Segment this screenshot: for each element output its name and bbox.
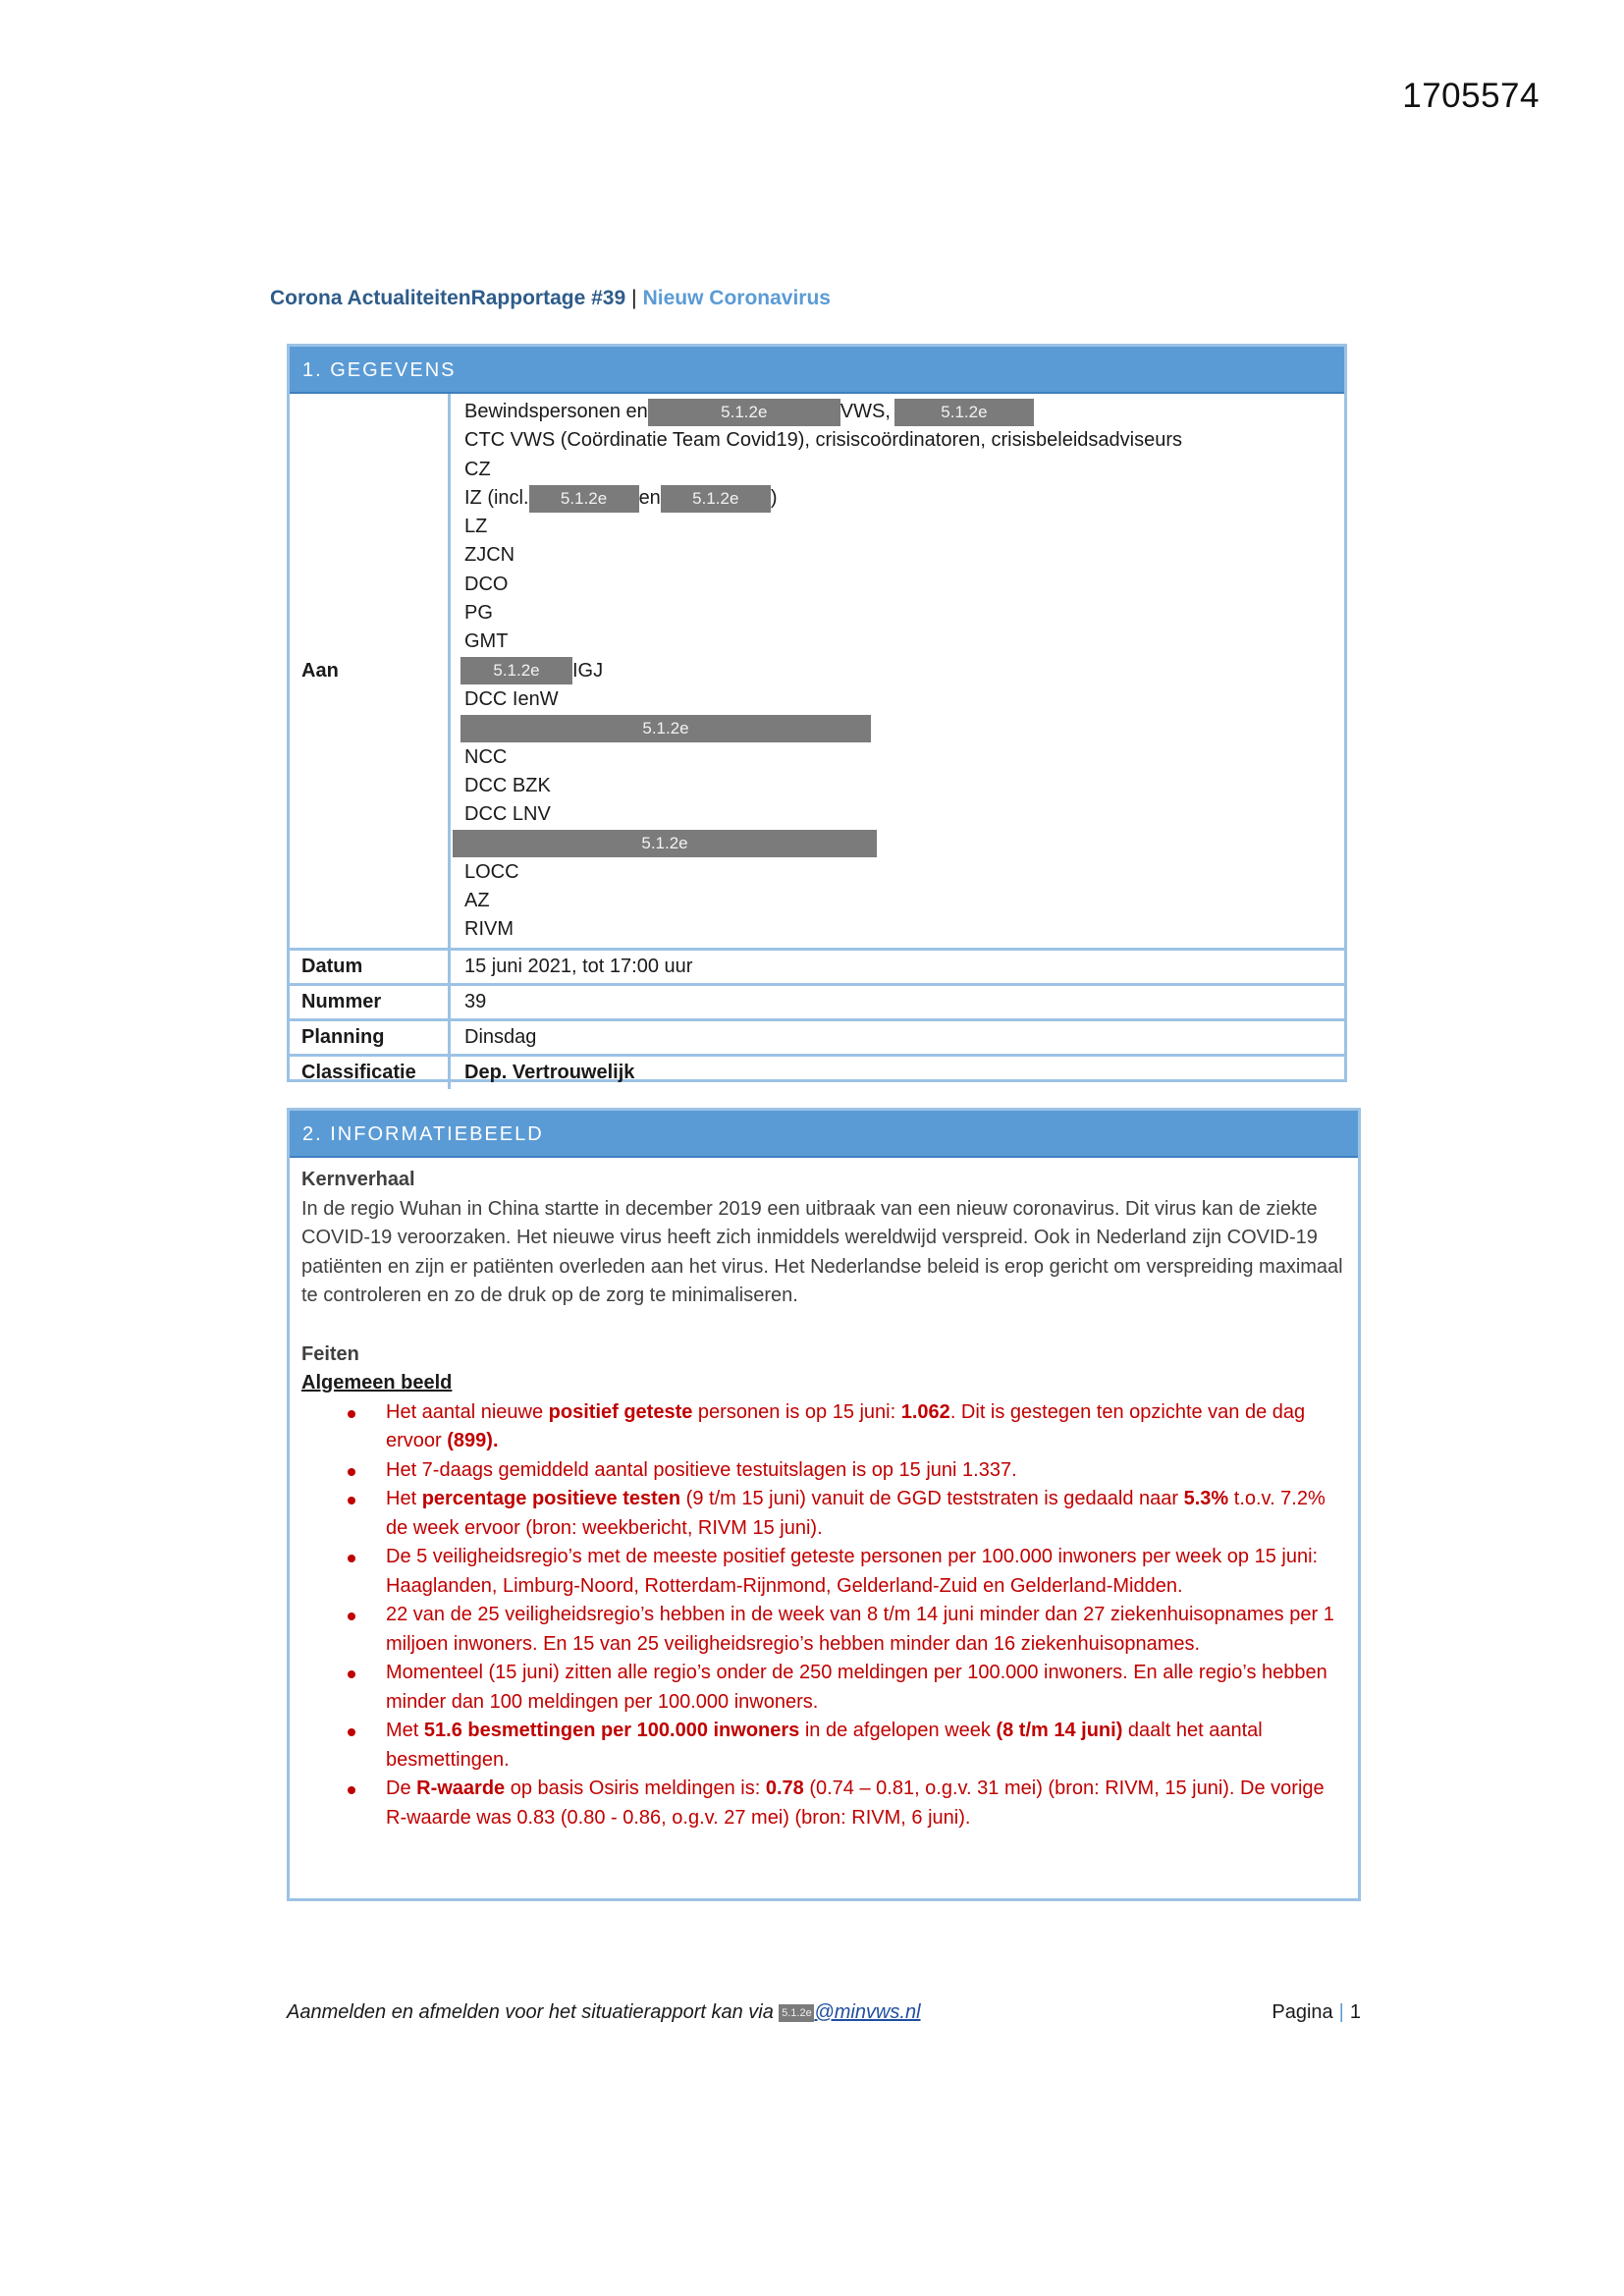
planning-label: Planning (290, 1021, 451, 1054)
page-indicator (1272, 2001, 1361, 2024)
redaction-box: 5.1.2e (661, 485, 771, 513)
fact-item: De R-waarde op basis Osiris meldingen is: 0.78 (0.74 – 0.81, o.g.v. 31 mei) (bron: RIVM, 15 juni). De vorige R-waarde was 0.83 (0.80 - 0.86, o.g.v. 27 mei) (bron: RIVM, 6 juni). (301, 1775, 1346, 1832)
datum-row (290, 951, 1344, 986)
recipient-row: LZ (464, 516, 488, 538)
kernverhaal (301, 1195, 1346, 1311)
classificatie-row (290, 1057, 1344, 1089)
informatiebeeld-body (290, 1158, 1358, 1832)
recipient-row (464, 829, 1182, 857)
recipient-row: RIVM (464, 918, 514, 941)
nummer-row (290, 986, 1344, 1021)
fact-item: Momenteel (15 juni) zitten alle regio’s onder de 250 meldingen per 100.000 inwoners. En alle regio’s hebben minder dan 100 meldingen per 100.000 inwoners. (301, 1659, 1346, 1717)
recipient-row: GMT (464, 630, 509, 653)
document-id: 1705574 (1402, 77, 1540, 115)
recipient-row: PG (464, 602, 493, 625)
fact-item: Met 51.6 besmettingen per 100.000 inwoners in de afgelopen week (8 t/m 14 juni) daalt het aantal besmettingen. (301, 1717, 1346, 1775)
report-subtitle: Nieuw Coronavirus (642, 287, 831, 309)
redaction-box: 5.1.2e (453, 830, 877, 857)
classificatie-value: Dep. Vertrouwelijk (464, 1062, 635, 1083)
nummer-value: 39 (464, 991, 487, 1012)
recipient-row: CZ (464, 458, 491, 480)
report-header (270, 287, 831, 310)
algemeen-beeld-label: Algemeen beeld (301, 1372, 453, 1394)
fact-item: Het 7-daags gemiddeld aantal positieve testuitslagen is op 15 juni 1.337. (301, 1456, 1346, 1486)
recipient-row: DCC IenW (464, 687, 559, 710)
recipient-row: CTC VWS (Coördinatie Team Covid19), crisiscoördinatoren, crisisbeleidsadviseurs (464, 429, 1183, 452)
subscribe-email-link[interactable]: @minvws.nl (814, 2001, 921, 2023)
fact-item: 22 van de 25 veiligheidsregio’s hebben in de week van 8 t/m 14 juni minder dan 27 ziekenhuisopnames per 1 miljoen inwoners. En 15 van 25 veiligheidsregio’s hebben minder dan 16 ziekenhuisopnames. (301, 1601, 1346, 1659)
feiten-label: Feiten (301, 1342, 359, 1365)
recipient-text: en (638, 486, 661, 509)
classificatie-label: Classificatie (290, 1057, 451, 1089)
page-label: Pagina (1272, 2001, 1333, 2023)
report-title: Corona ActualiteitenRapportage #39 (270, 287, 626, 309)
planning-value: Dinsdag (464, 1026, 537, 1048)
recipient-row: AZ (464, 890, 490, 912)
fact-item: De 5 veiligheidsregio’s met de meeste positief geteste personen per 100.000 inwoners per week op 15 juni: Haaglanden, Limburg-Noord, Rotterdam-Rijnmond, Gelderland-Zuid en Gelderland-Midden. (301, 1543, 1346, 1601)
recipient-row: LOCC (464, 860, 519, 883)
kernverhaal-label: Kernverhaal (301, 1169, 415, 1190)
nummer-label: Nummer (290, 986, 451, 1018)
recipient-row: ZJCN (464, 544, 515, 567)
recipient-text: Bewindspersonen en (464, 401, 648, 422)
footer-text: Aanmelden en afmelden voor het situatierapport kan via (287, 2001, 780, 2023)
recipient-text: IGJ (572, 659, 604, 682)
recipient-row (464, 657, 1182, 685)
recipient-row (464, 398, 1182, 426)
redaction-box: 5.1.2e (460, 715, 871, 742)
informatiebeeld-heading: 2. INFORMATIEBEELD (290, 1111, 1358, 1158)
informatiebeeld-box (287, 1108, 1361, 1901)
aan-block (290, 394, 1344, 951)
page-footer (287, 2001, 1361, 2024)
aan-label: Aan (290, 394, 451, 948)
datum-label: Datum (290, 951, 451, 983)
fact-item: Het percentage positieve testen (9 t/m 15 juni) vanuit de GGD teststraten is gedaald naar 5.3% t.o.v. 7.2% de week ervoor (bron: weekbericht, RIVM 15 juni). (301, 1485, 1346, 1543)
recipient-row (464, 714, 1182, 742)
recipient-row: NCC (464, 745, 508, 768)
recipient-row (464, 484, 1182, 513)
redaction-box: 5.1.2e (648, 399, 840, 426)
redaction-box: 5.1.2e (529, 485, 639, 513)
recipient-list (451, 394, 1182, 948)
header-separator: | (631, 287, 637, 309)
datum-value: 15 juni 2021, tot 17:00 uur (464, 956, 693, 977)
gegevens-heading: 1. GEGEVENS (290, 347, 1344, 394)
fact-item: Het aantal nieuwe positief geteste personen is op 15 juni: 1.062. Dit is gestegen ten opzichte van de dag ervoor (899). (301, 1398, 1346, 1456)
redaction-box: 5.1.2e (779, 2004, 814, 2022)
redaction-box: 5.1.2e (460, 657, 572, 684)
page-number: 1 (1349, 2001, 1361, 2023)
footer-subscribe (287, 2001, 921, 2024)
recipient-text: ) (770, 486, 778, 509)
recipient-text: IZ (incl. (464, 486, 529, 509)
planning-row (290, 1021, 1344, 1057)
facts-list (301, 1398, 1346, 1833)
page-separator: | (1338, 2001, 1344, 2023)
redaction-box: 5.1.2e (894, 399, 1034, 426)
recipient-text: VWS, (839, 401, 891, 422)
kernverhaal-text: In de regio Wuhan in China startte in december 2019 een uitbraak van een nieuw coronavirus. Dit virus kan de ziekte COVID-19 veroorzaken. Het nieuwe virus heeft zich inmiddels wereldwijd verspreid. Ook in Nederland zijn COVID-19 patiënten en zijn er patiënten overleden aan het virus. Het Nederlandse beleid is erop gericht om verspreiding maximaal te controleren en zo de druk op de zorg te minimaliseren. (301, 1197, 1343, 1306)
gegevens-table (287, 344, 1347, 1082)
recipient-row: DCC BZK (464, 774, 551, 796)
recipient-row: DCO (464, 573, 509, 595)
recipient-row: DCC LNV (464, 803, 551, 826)
